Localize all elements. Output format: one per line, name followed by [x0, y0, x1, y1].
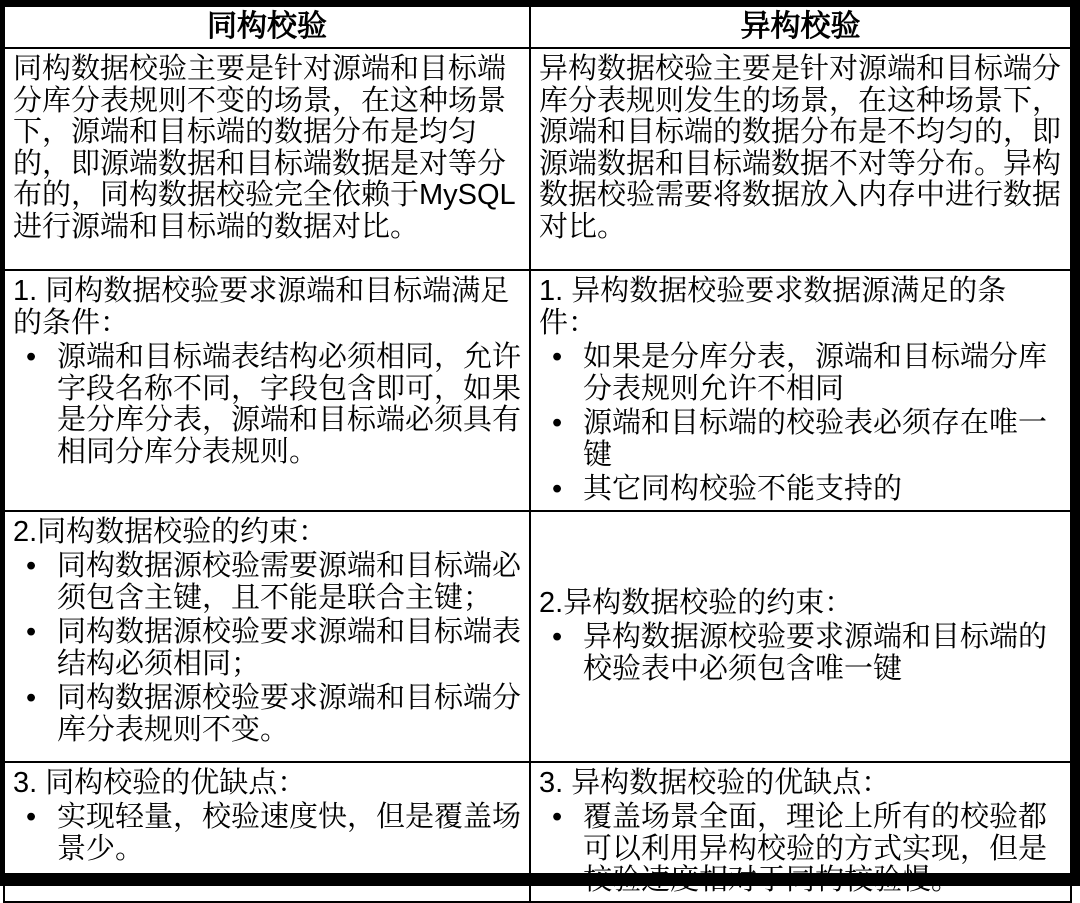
- constraint-text: 同构数据源校验要求源端和目标端表结构必须相同；: [57, 616, 522, 680]
- condition-text: 其它同构校验不能支持的: [583, 473, 903, 505]
- bullet-icon: •: [26, 616, 37, 648]
- cell-row2-right: [530, 270, 1071, 511]
- bullet-icon: •: [26, 801, 37, 833]
- bullet-icon: •: [552, 341, 563, 373]
- constraints-intro-heterogeneous: 2.异构数据校验的约束：: [539, 586, 854, 619]
- conditions-intro-homogeneous: 1. 同构数据校验要求源端和目标端满足的条件：: [13, 275, 510, 339]
- cell-row3-right: [530, 511, 1071, 762]
- bullet-icon: •: [552, 801, 563, 833]
- list-item: [539, 622, 1064, 685]
- cell-row1-right: [530, 48, 1071, 270]
- column-header-heterogeneous: 异构校验: [530, 6, 1071, 48]
- bullet-icon: •: [552, 473, 563, 505]
- list-item: [539, 342, 1064, 405]
- bullet-icon: •: [26, 341, 37, 373]
- table-row: [4, 48, 1071, 270]
- list-item: [13, 617, 523, 680]
- list-item: [539, 408, 1064, 471]
- proscons-text: 覆盖场景全面，理论上所有的校验都可以利用异构校验的方式实现，但是校验速度相对于同构校验慢。: [583, 801, 1048, 896]
- cell-row4-left: [4, 762, 530, 902]
- constraints-intro-homogeneous: 2.同构数据校验的约束：: [13, 515, 328, 548]
- proscons-intro-homogeneous: 3. 同构校验的优缺点：: [13, 766, 307, 799]
- list-item: [539, 802, 1064, 897]
- comparison-table: [3, 5, 1072, 903]
- overview-text-homogeneous: 同构数据校验主要是针对源端和目标端分库分表规则不变的场景，在这种场景下，源端和目标端的数据分布是均匀的，即源端数据和目标端数据是对等分布的，同构数据校验完全依赖于MySQL进行源端和目标端的数据对比。: [13, 53, 516, 243]
- conditions-intro-heterogeneous: 1. 异构数据校验要求数据源满足的条件：: [539, 275, 1007, 339]
- list-item: [13, 551, 523, 614]
- constraint-text: 同构数据源校验要求源端和目标端分库分表规则不变。: [57, 682, 522, 746]
- bullet-icon: •: [552, 621, 563, 654]
- table-row: [4, 762, 1071, 902]
- condition-text: 源端和目标端表结构必须相同，允许字段名称不同，字段包含即可，如果是分库分表，源端和目标端必须具有相同分库分表规则。: [57, 341, 522, 468]
- condition-text: 如果是分库分表，源端和目标端分库分表规则允许不相同: [583, 341, 1048, 405]
- constraint-text: 同构数据源校验需要源端和目标端必须包含主键，且不能是联合主键；: [57, 550, 522, 614]
- proscons-text: 实现轻量，校验速度快，但是覆盖场景少。: [57, 801, 522, 865]
- column-header-homogeneous: 同构校验: [4, 6, 530, 48]
- bullet-icon: •: [26, 550, 37, 582]
- cell-row1-left: [4, 48, 530, 270]
- list-item: [13, 802, 523, 865]
- table-row: [4, 511, 1071, 762]
- header-row: [4, 6, 1071, 48]
- cell-row2-left: [4, 270, 530, 511]
- list-item: [539, 474, 1064, 506]
- table-row: [4, 270, 1071, 511]
- cell-row4-right: [530, 762, 1071, 902]
- proscons-intro-heterogeneous: 3. 异构数据校验的优缺点：: [539, 766, 891, 799]
- bullet-icon: •: [552, 407, 563, 439]
- list-item: [13, 683, 523, 746]
- overview-text-heterogeneous: 异构数据校验主要是针对源端和目标端分库分表规则发生的场景，在这种场景下，源端和目标端的数据分布是不均匀的，即源端数据和目标端数据不对等分布。异构数据校验需要将数据放入内存中进行数据对比。: [539, 53, 1062, 243]
- cell-row3-left: [4, 511, 530, 762]
- condition-text: 源端和目标端的校验表必须存在唯一键: [583, 407, 1048, 471]
- constraint-text: 异构数据源校验要求源端和目标端的校验表中必须包含唯一键: [583, 621, 1048, 685]
- bullet-icon: •: [26, 682, 37, 714]
- list-item: [13, 342, 523, 468]
